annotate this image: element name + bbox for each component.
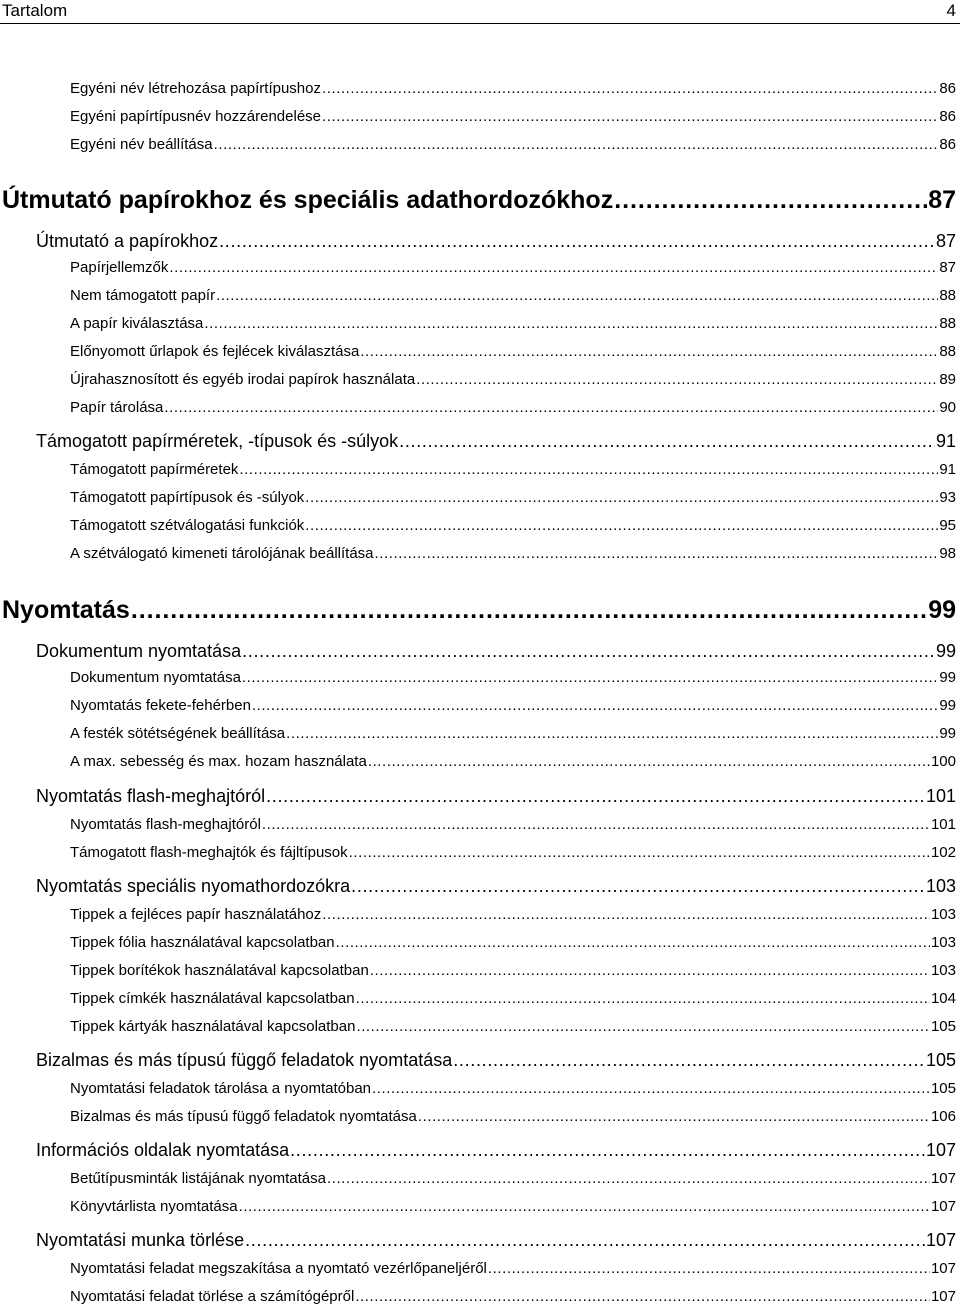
toc-entry-level-3[interactable] bbox=[70, 489, 956, 506]
toc-entry-level-1[interactable] bbox=[2, 596, 956, 625]
toc-entry-page: 105 bbox=[930, 1018, 956, 1035]
toc-entry-page: 103 bbox=[925, 876, 956, 896]
dot-leader bbox=[453, 1050, 925, 1071]
toc-entry-title: Bizalmas és más típusú függő feladatok nyomtatása bbox=[36, 1050, 453, 1070]
dot-leader bbox=[351, 876, 925, 897]
dot-leader bbox=[375, 545, 939, 562]
toc-entry-level-3[interactable] bbox=[70, 461, 956, 478]
toc-entry-page: 103 bbox=[930, 906, 956, 923]
toc-entry-page: 86 bbox=[939, 108, 956, 125]
toc-entry-title: Egyéni papírtípusnév hozzárendelése bbox=[70, 108, 322, 125]
toc-entry-title: Tippek kártyák használatával kapcsolatban bbox=[70, 1018, 356, 1035]
toc-entry-page: 86 bbox=[939, 136, 956, 153]
dot-leader bbox=[242, 641, 935, 662]
dot-leader bbox=[327, 1170, 930, 1187]
toc-entry-page: 87 bbox=[928, 186, 956, 214]
toc-entry-page: 105 bbox=[930, 1080, 956, 1097]
toc-entry-level-3[interactable] bbox=[70, 517, 956, 534]
toc-entry-title: Nyomtatás fekete-fehérben bbox=[70, 697, 251, 714]
toc-entry-page: 99 bbox=[928, 596, 956, 624]
toc-entry-level-3[interactable] bbox=[70, 108, 956, 125]
toc-entry-title: Dokumentum nyomtatása bbox=[70, 669, 241, 686]
toc-entry-level-3[interactable] bbox=[70, 315, 956, 332]
toc-entry-level-2[interactable] bbox=[36, 786, 956, 807]
toc-entry-level-3[interactable] bbox=[70, 545, 956, 562]
toc-entry-level-3[interactable] bbox=[70, 962, 956, 979]
toc-entry-page: 107 bbox=[925, 1230, 956, 1250]
toc-entry-level-3[interactable] bbox=[70, 753, 956, 770]
toc-entry-title: Egyéni név beállítása bbox=[70, 136, 213, 153]
dot-leader bbox=[262, 816, 930, 833]
toc-entry-level-2[interactable] bbox=[36, 876, 956, 897]
toc-entry-title: Útmutató papírokhoz és speciális adathordozókhoz bbox=[2, 186, 614, 214]
toc-entry-level-3[interactable] bbox=[70, 1288, 956, 1305]
toc-entry-level-2[interactable] bbox=[36, 1140, 956, 1161]
dot-leader bbox=[399, 431, 935, 452]
toc-entry-page: 88 bbox=[939, 343, 956, 360]
toc-entry-page: 86 bbox=[939, 80, 956, 97]
toc-entry-page: 88 bbox=[939, 315, 956, 332]
toc-entry-level-3[interactable] bbox=[70, 371, 956, 388]
toc-entry-title: A max. sebesség és max. hozam használata bbox=[70, 753, 367, 770]
dot-leader bbox=[372, 1080, 930, 1097]
toc-entry-page: 95 bbox=[939, 517, 956, 534]
toc-entry-title: Támogatott papírméretek, -típusok és -súlyok bbox=[36, 431, 399, 451]
header-page-number: 4 bbox=[946, 1, 956, 20]
toc-entry-level-3[interactable] bbox=[70, 1198, 956, 1215]
toc-entry-page: 107 bbox=[930, 1198, 956, 1215]
dot-leader bbox=[286, 725, 938, 742]
toc-entry-level-3[interactable] bbox=[70, 1080, 956, 1097]
toc-entry-title: Útmutató a papírokhoz bbox=[36, 231, 219, 251]
dot-leader bbox=[368, 753, 930, 770]
dot-leader bbox=[614, 186, 927, 215]
header-title: Tartalom bbox=[2, 1, 68, 20]
toc-entry-title: Tippek borítékok használatával kapcsolatban bbox=[70, 962, 369, 979]
toc-entry-title: Nyomtatási feladatok tárolása a nyomtatóban bbox=[70, 1080, 372, 1097]
dot-leader bbox=[322, 906, 930, 923]
toc-entry-title: Nyomtatási munka törlése bbox=[36, 1230, 245, 1250]
toc-entry-title: Támogatott papírméretek bbox=[70, 461, 239, 478]
dot-leader bbox=[360, 343, 938, 360]
toc-entry-title: Támogatott szétválogatási funkciók bbox=[70, 517, 305, 534]
toc-entry-page: 87 bbox=[935, 231, 956, 251]
toc-entry-page: 93 bbox=[939, 489, 956, 506]
toc-entry-level-3[interactable] bbox=[70, 1018, 956, 1035]
toc-entry-level-2[interactable] bbox=[36, 231, 956, 252]
dot-leader bbox=[322, 108, 938, 125]
toc-entry-title: Támogatott papírtípusok és -súlyok bbox=[70, 489, 305, 506]
toc-entry-title: Információs oldalak nyomtatása bbox=[36, 1140, 290, 1160]
dot-leader bbox=[290, 1140, 925, 1161]
toc-entry-level-3[interactable] bbox=[70, 906, 956, 923]
toc-entry-title: Nem támogatott papír bbox=[70, 287, 216, 304]
toc-entry-level-3[interactable] bbox=[70, 669, 956, 686]
toc-entry-page: 98 bbox=[939, 545, 956, 562]
dot-leader bbox=[169, 259, 938, 276]
toc-entry-title: Nyomtatás bbox=[2, 596, 130, 624]
dot-leader bbox=[131, 596, 927, 625]
toc-entry-page: 91 bbox=[939, 461, 956, 478]
toc-entry-level-3[interactable] bbox=[70, 1170, 956, 1187]
toc-entry-title: Dokumentum nyomtatása bbox=[36, 641, 242, 661]
dot-leader bbox=[356, 990, 930, 1007]
toc-entry-page: 99 bbox=[939, 697, 956, 714]
dot-leader bbox=[488, 1260, 930, 1277]
toc-entry-level-3[interactable] bbox=[70, 990, 956, 1007]
dot-leader bbox=[355, 1288, 930, 1305]
toc-entry-level-3[interactable] bbox=[70, 697, 956, 714]
toc-entry-level-3[interactable] bbox=[70, 287, 956, 304]
toc-entry-title: Tippek fólia használatával kapcsolatban bbox=[70, 934, 335, 951]
dot-leader bbox=[336, 934, 930, 951]
toc-entry-level-1[interactable] bbox=[2, 186, 956, 215]
toc-entry-title: Papírjellemzők bbox=[70, 259, 169, 276]
dot-leader bbox=[245, 1230, 925, 1251]
toc-entry-level-3[interactable] bbox=[70, 934, 956, 951]
toc-entry-page: 99 bbox=[939, 725, 956, 742]
dot-leader bbox=[239, 1198, 930, 1215]
toc-entry-page: 99 bbox=[939, 669, 956, 686]
toc-entry-level-3[interactable] bbox=[70, 725, 956, 742]
toc-entry-title: Nyomtatás flash-meghajtóról bbox=[36, 786, 266, 806]
toc-entry-page: 106 bbox=[930, 1108, 956, 1125]
toc-entry-page: 88 bbox=[939, 287, 956, 304]
dot-leader bbox=[356, 1018, 930, 1035]
dot-leader bbox=[216, 287, 938, 304]
toc-entry-page: 103 bbox=[930, 962, 956, 979]
dot-leader bbox=[252, 697, 938, 714]
toc-entry-level-2[interactable] bbox=[36, 431, 956, 452]
toc-entry-page: 107 bbox=[930, 1260, 956, 1277]
dot-leader bbox=[204, 315, 938, 332]
toc-entry-title: Nyomtatás speciális nyomathordozókra bbox=[36, 876, 351, 896]
toc-entry-level-2[interactable] bbox=[36, 1230, 956, 1251]
dot-leader bbox=[349, 844, 930, 861]
dot-leader bbox=[305, 489, 938, 506]
toc-entry-level-3[interactable] bbox=[70, 1260, 956, 1277]
toc-entry-page: 107 bbox=[930, 1170, 956, 1187]
toc-entry-page: 104 bbox=[930, 990, 956, 1007]
dot-leader bbox=[418, 1108, 930, 1125]
dot-leader bbox=[370, 962, 930, 979]
dot-leader bbox=[416, 371, 938, 388]
toc-entry-page: 102 bbox=[930, 844, 956, 861]
dot-leader bbox=[219, 231, 935, 252]
toc-entry-page: 99 bbox=[935, 641, 956, 661]
toc-entry-level-3[interactable] bbox=[70, 844, 956, 861]
toc-entry-title: A papír kiválasztása bbox=[70, 315, 204, 332]
dot-leader bbox=[305, 517, 938, 534]
toc-entry-level-3[interactable] bbox=[70, 399, 956, 416]
toc-entry-title: Támogatott flash-meghajtók és fájltípusok bbox=[70, 844, 348, 861]
dot-leader bbox=[239, 461, 938, 478]
toc-entry-level-3[interactable] bbox=[70, 136, 956, 153]
toc-entry-title: Nyomtatás flash-meghajtóról bbox=[70, 816, 261, 833]
toc-entry-page: 90 bbox=[939, 399, 956, 416]
toc-entry-title: Könyvtárlista nyomtatása bbox=[70, 1198, 238, 1215]
toc-entry-level-3[interactable] bbox=[70, 343, 956, 360]
toc-entry-title: Nyomtatási feladat törlése a számítógépről bbox=[70, 1288, 355, 1305]
toc-entry-page: 100 bbox=[930, 753, 956, 770]
dot-leader bbox=[242, 669, 938, 686]
toc-entry-level-2[interactable] bbox=[36, 641, 956, 662]
toc-entry-page: 103 bbox=[930, 934, 956, 951]
dot-leader bbox=[164, 399, 938, 416]
toc-entry-title: Papír tárolása bbox=[70, 399, 164, 416]
toc-entry-page: 101 bbox=[930, 816, 956, 833]
toc-entry-title: Egyéni név létrehozása papírtípushoz bbox=[70, 80, 321, 97]
toc-entry-page: 105 bbox=[925, 1050, 956, 1070]
toc-entry-page: 107 bbox=[925, 1140, 956, 1160]
toc-entry-title: Betűtípusminták listájának nyomtatása bbox=[70, 1170, 326, 1187]
dot-leader bbox=[266, 786, 925, 807]
toc-entry-title: Nyomtatási feladat megszakítása a nyomtató vezérlőpaneljéről bbox=[70, 1260, 487, 1277]
toc-entry-level-3[interactable] bbox=[70, 816, 956, 833]
toc-entry-level-3[interactable] bbox=[70, 259, 956, 276]
toc-entry-level-2[interactable] bbox=[36, 1050, 956, 1071]
toc-entry-page: 101 bbox=[925, 786, 956, 806]
toc-entry-page: 89 bbox=[939, 371, 956, 388]
toc-entry-title: A szétválogató kimeneti tárolójának beállítása bbox=[70, 545, 374, 562]
toc-entry-page: 91 bbox=[935, 431, 956, 451]
toc-entry-title: Bizalmas és más típusú függő feladatok nyomtatása bbox=[70, 1108, 417, 1125]
dot-leader bbox=[322, 80, 938, 97]
toc-entry-level-3[interactable] bbox=[70, 1108, 956, 1125]
toc-entry-title: Előnyomott űrlapok és fejlécek kiválasztása bbox=[70, 343, 360, 360]
toc-entry-page: 87 bbox=[939, 259, 956, 276]
dot-leader bbox=[214, 136, 939, 153]
toc-entry-title: Tippek címkék használatával kapcsolatban bbox=[70, 990, 355, 1007]
toc-entry-title: Tippek a fejléces papír használatához bbox=[70, 906, 322, 923]
toc-entry-title: Újrahasznosított és egyéb irodai papírok használata bbox=[70, 371, 416, 388]
toc-entry-level-3[interactable] bbox=[70, 80, 956, 97]
toc-entry-page: 107 bbox=[930, 1288, 956, 1305]
toc-entry-title: A festék sötétségének beállítása bbox=[70, 725, 286, 742]
